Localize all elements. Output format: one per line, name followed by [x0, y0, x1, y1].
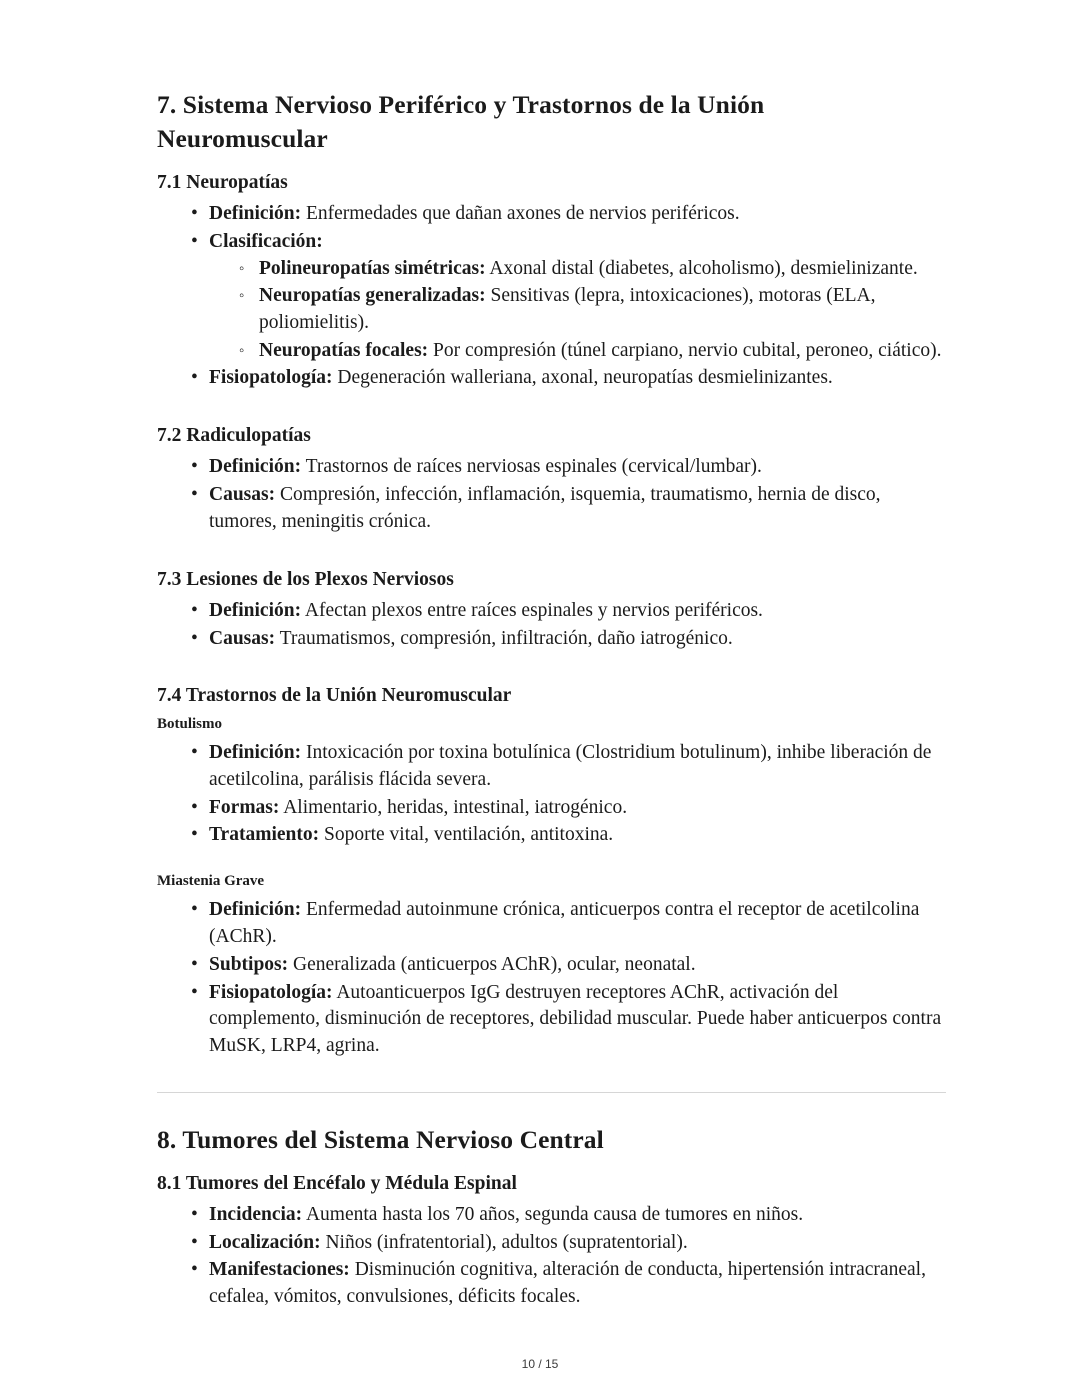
nested-list-item [209, 256, 945, 283]
bullet-icon: • [191, 367, 198, 389]
item-text: Degeneración walleriana, axonal, neuropatías desmielinizantes. [332, 367, 833, 389]
bullet-icon: • [191, 824, 198, 846]
item-text: Axonal distal (diabetes, alcoholismo), desmielinizante. [485, 257, 918, 279]
bullet-icon: • [191, 742, 198, 764]
nested-list [209, 256, 945, 365]
item-text: Trastornos de raíces nerviosas espinales (cervical/lumbar). [301, 456, 762, 478]
item-text: Enfermedades que dañan axones de nervios periféricos. [301, 203, 740, 225]
item-label: Definición: [209, 599, 302, 621]
subsection-8-1-list [157, 1202, 945, 1311]
list-item [157, 952, 945, 979]
list-item [157, 598, 945, 625]
item-label: Definición: [209, 742, 302, 764]
nested-list-item [209, 338, 945, 365]
list-item [157, 795, 945, 822]
section-8-title: 8. Tumores del Sistema Nervioso Central [157, 1124, 604, 1154]
spacer [157, 537, 945, 567]
item-text: Compresión, infección, inflamación, isquemia, traumatismo, hernia de disco, tumores, meningitis crónica. [209, 484, 881, 532]
item-label: Formas: [209, 796, 280, 818]
list-item [157, 1257, 945, 1310]
list-item [157, 1230, 945, 1257]
item-label: Localización: [209, 1231, 321, 1253]
bullet-icon: • [191, 599, 198, 621]
subsection-7-2-list [157, 454, 945, 535]
spacer [157, 393, 945, 423]
group-miastenia-title: Miastenia Grave [157, 872, 265, 889]
item-label: Fisiopatología: [209, 981, 333, 1003]
subsection-7-1-list [157, 201, 945, 392]
list-item [157, 980, 945, 1060]
nested-list-item [209, 283, 945, 336]
subsection-7-1-title: 7.1 Neuropatías [157, 171, 288, 193]
bullet-icon: • [191, 981, 198, 1003]
section-8 [157, 1123, 945, 1311]
list-item [157, 897, 945, 950]
bullet-icon: • [191, 899, 198, 921]
item-label: Causas: [209, 484, 276, 506]
page-number: 10 / 15 [521, 1357, 559, 1371]
item-text: Sensitivas (lepra, intoxicaciones), motoras (ELA, poliomielitis). [259, 285, 876, 333]
group-miastenia-list [157, 897, 945, 1059]
bullet-icon: • [191, 953, 198, 975]
bullet-icon: • [191, 1259, 198, 1281]
bullet-icon: • [191, 230, 198, 252]
section-7-title: 7. Sistema Nervioso Periférico y Trastornos de la Unión Neuromuscular [157, 90, 765, 153]
list-item [157, 740, 945, 793]
bullet-icon: • [191, 456, 198, 478]
section-7 [157, 88, 945, 1060]
item-label: Clasificación: [209, 230, 323, 252]
item-text: Alimentario, heridas, intestinal, iatrogénico. [279, 796, 628, 818]
bullet-icon: • [191, 1231, 198, 1253]
item-text: Enfermedad autoinmune crónica, anticuerpos contra el receptor de acetilcolina (AChR). [209, 899, 920, 948]
hollow-bullet-icon: ◦ [239, 342, 245, 359]
subsection-7-4-title: 7.4 Trastornos de la Unión Neuromuscular [157, 685, 512, 707]
list-item [157, 626, 945, 653]
subsection-7-2-title: 7.2 Radiculopatías [157, 425, 311, 447]
spacer [157, 653, 945, 683]
bullet-icon: • [191, 627, 198, 649]
item-label: Incidencia: [209, 1203, 303, 1225]
hollow-bullet-icon: ◦ [239, 260, 245, 277]
item-label: Manifestaciones: [209, 1259, 350, 1281]
item-label: Definición: [209, 456, 302, 478]
list-item [157, 365, 945, 392]
item-label: Definición: [209, 203, 302, 225]
list-item [157, 482, 945, 535]
item-text: Traumatismos, compresión, infiltración, daño iatrogénico. [275, 627, 733, 649]
item-text: Soporte vital, ventilación, antitoxina. [319, 824, 614, 846]
bullet-icon: • [191, 203, 198, 225]
item-text: Afectan plexos entre raíces espinales y nervios periféricos. [301, 599, 763, 621]
item-label: Definición: [209, 899, 302, 921]
subsection-8-1-title: 8.1 Tumores del Encéfalo y Médula Espinal [157, 1172, 517, 1194]
item-text: Niños (infratentorial), adultos (supratentorial). [320, 1231, 688, 1253]
list-item [157, 229, 945, 365]
section-divider [157, 1092, 946, 1093]
group-botulismo-title: Botulismo [157, 715, 223, 732]
subsection-7-3-list [157, 598, 945, 652]
item-label: Neuropatías focales: [259, 339, 429, 361]
item-label: Fisiopatología: [209, 367, 333, 389]
item-label: Tratamiento: [209, 824, 320, 846]
item-text: Generalizada (anticuerpos AChR), ocular, neonatal. [288, 953, 696, 975]
item-label: Neuropatías generalizadas: [259, 285, 486, 307]
item-text: Disminución cognitiva, alteración de conducta, hipertensión intracraneal, cefalea, vómitos, convulsiones, déficits focales. [209, 1259, 926, 1308]
item-text: Aumenta hasta los 70 años, segunda causa de tumores en niños. [302, 1203, 804, 1225]
hollow-bullet-icon: ◦ [239, 288, 245, 305]
subsection-7-3-title: 7.3 Lesiones de los Plexos Nerviosos [157, 568, 454, 590]
list-item [157, 454, 945, 481]
item-text: Intoxicación por toxina botulínica (Clostridium botulinum), inhibe liberación de acetilcolina, parálisis flácida severa. [209, 742, 932, 790]
item-label: Polineuropatías simétricas: [259, 257, 486, 279]
bullet-icon: • [191, 1203, 198, 1225]
list-item [157, 1202, 945, 1229]
item-label: Causas: [209, 627, 276, 649]
spacer [157, 850, 945, 872]
item-text: Autoanticuerpos IgG destruyen receptores AChR, activación del complemento, disminución de receptores, debilidad muscular. Puede haber anticuerpos contra MuSK, LRP4, agrina. [209, 981, 942, 1056]
list-item [157, 822, 945, 849]
bullet-icon: • [191, 484, 198, 506]
list-item [157, 201, 945, 228]
item-text: Por compresión (túnel carpiano, nervio cubital, peroneo, ciático). [428, 339, 942, 361]
item-label: Subtipos: [209, 953, 289, 975]
bullet-icon: • [191, 796, 198, 818]
group-botulismo-list [157, 740, 945, 849]
